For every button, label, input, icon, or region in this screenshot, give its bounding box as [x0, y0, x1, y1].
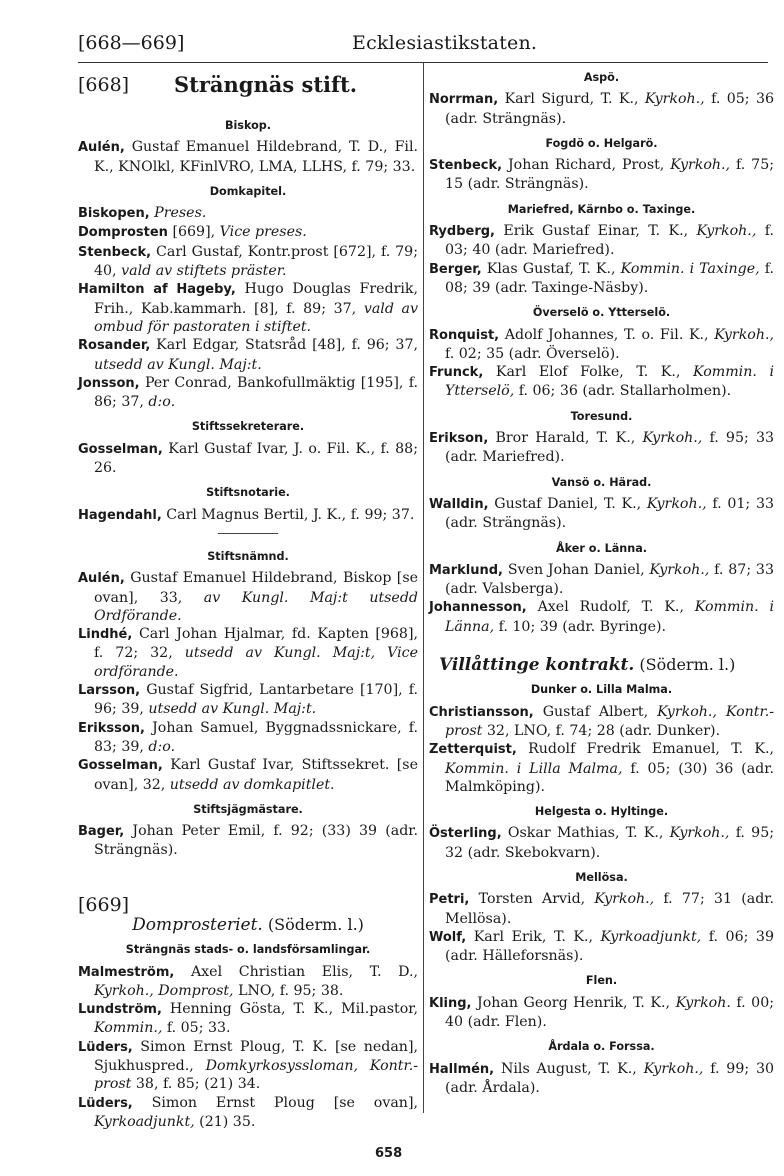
section-669-title: Domprosteriet. (Söderm. l.) [132, 914, 364, 935]
subheading-aspo: Aspö. [583, 71, 620, 84]
subheading-biskop: Biskop. [224, 119, 272, 132]
entry-malmestrom: Malmeström, Axel Christian Elis, T. D., Kyrkoh., Domprost, LNO, f. 95; 38. [78, 963, 418, 999]
subheading-dunker: Dunker o. Lilla Malma. [530, 683, 673, 697]
entry-gosselman-namnd: Gosselman, Karl Gustaf Ivar, Stiftssekret. [se ovan], 32, utsedd av domkapitlet. [78, 757, 418, 793]
entry-hamilton: Hamilton af Hageby, Hugo Douglas Fredrik, Frih., Kab.kammarh. [8], f. 89; 37, vald av ombud för pastoraten i stiftet. [78, 281, 418, 335]
subheading-overselo: Överselö o. Ytterselö. [532, 306, 671, 320]
section-divider [218, 533, 278, 534]
subheading-helgesta: Helgesta o. Hyltinge. [534, 805, 669, 819]
entry-biskopen: Biskopen, Preses. [78, 205, 207, 222]
entry-eriksson: Eriksson, Johan Samuel, Byggnadssnickare, f. 83; 39, d:o. [78, 719, 418, 755]
subheading-strangnas: Strängnäs stads- o. landsförsamlingar. [125, 943, 371, 957]
entry-stenbeck-johan: Stenbeck, Johan Richard, Prost, Kyrkoh., f. 75; 15 (adr. Strängnäs). [429, 157, 774, 193]
entry-walldin: Walldin, Gustaf Daniel, T. K., Kyrkoh., f. 01; 33 (adr. Strängnäs). [429, 495, 775, 532]
running-title: Ecklesiastikstaten. [352, 32, 538, 54]
entry-domprosten: Domprosten [669], Vice preses. [78, 224, 307, 241]
entry-ronquist: Ronquist, Adolf Johannes, T. o. Fil. K., Kyrkoh., f. 02; 35 (adr. Överselö). [429, 326, 775, 362]
column-divider [423, 63, 424, 1113]
left-column [78, 66, 418, 1131]
entry-frunck: Frunck, Karl Elof Folke, T. K., Kommin. i Ytterselö, f. 06; 36 (adr. Stallarholmen). [429, 364, 774, 400]
villattinge-kontrakt-heading: Villåttinge kontrakt. (Söderm. l.) [439, 655, 736, 676]
subheading-flen: Flen. [585, 974, 618, 988]
entry-luders-1: Lüders, Simon Ernst Ploug, T. K. [se nedan], Sjukhuspred., Domkyrkosyssloman, Kontr.-prost 38, f. 85; (21) 34. [78, 1038, 419, 1093]
entry-rydberg: Rydberg, Erik Gustaf Einar, T. K., Kyrkoh., f. 03; 40 (adr. Mariefred). [429, 223, 775, 259]
entry-gosselman: Gosselman, Karl Gustaf Ivar, J. o. Fil. K., f. 88; 26. [78, 440, 418, 477]
entry-aulen-namnd: Aulén, Gustaf Emanuel Hildebrand, Biskop [se ovan], 33, av Kungl. Maj:t utsedd Ordförande. [78, 570, 418, 624]
section-title: Strängnäs stift. [174, 72, 358, 97]
entry-rosander: Rosander, Karl Edgar, Statsråd [48], f. 96; 37, utsedd av Kungl. Maj:t. [78, 337, 418, 373]
entry-bager: Bager, Johan Peter Emil, f. 92; (33) 39 (adr. Strängnäs). [78, 823, 419, 859]
entry-osterling: Österling, Oskar Mathias, T. K., Kyrkoh., f. 95; 32 (adr. Skebokvarn). [429, 825, 774, 861]
entry-jonsson: Jonsson, Per Conrad, Bankofullmäktig [195], f. 86; 37, d:o. [78, 374, 418, 411]
entry-lindhe: Lindhé, Carl Johan Hjalmar, fd. Kapten [968], f. 72; 32, utsedd av Kungl. Maj:t, Vice ordförande. [78, 626, 419, 680]
entry-wolf: Wolf, Karl Erik, T. K., Kyrkoadjunkt, f. 06; 39 (adr. Hälleforsnäs). [429, 928, 774, 965]
subheading-vanso: Vansö o. Härad. [551, 475, 652, 489]
entry-luders-2: Lüders, Simon Ernst Ploug [se ovan], Kyrkoadjunkt, (21) 35. [78, 1094, 418, 1130]
entry-lundstrom: Lundström, Henning Gösta, T. K., Mil.pastor, Kommin., f. 05; 33. [78, 1001, 418, 1037]
section-668-heading [78, 66, 418, 110]
entry-johannesson: Johannesson, Axel Rudolf, T. K., Kommin. i Länna, f. 10; 39 (adr. Byringe). [429, 599, 774, 635]
entry-marklund: Marklund, Sven Johan Daniel, Kyrkoh., f. 87; 33 (adr. Valsberga). [429, 561, 774, 598]
entry-kling: Kling, Johan Georg Henrik, T. K., Kyrkoh. f. 00; 40 (adr. Flen). [429, 994, 774, 1031]
section-669-number: [669] [78, 893, 130, 916]
subheading-toresund: Toresund. [570, 409, 633, 423]
entry-norrman: Norrman, Karl Sigurd, T. K., Kyrkoh., f. 05; 36 (adr. Strängnäs). [429, 91, 775, 127]
subheading-aker: Åker o. Länna. [555, 541, 648, 555]
subheading-stiftsnotarie: Stiftsnotarie. [206, 486, 290, 500]
page-number: 658 [375, 1146, 403, 1161]
entry-larsson: Larsson, Gustaf Sigfrid, Lantarbetare [170], f. 96; 39, utsedd av Kungl. Maj:t. [78, 682, 418, 718]
subheading-stiftsjagmastare: Stiftsjägmästare. [193, 802, 303, 816]
entry-hagendahl: Hagendahl, Carl Magnus Bertil, J. K., f. 99; 37. [78, 506, 415, 523]
entry-petri: Petri, Torsten Arvid, Kyrkoh., f. 77; 31 (adr. Mellösa). [429, 891, 775, 927]
entry-berger: Berger, Klas Gustaf, T. K., Kommin. i Taxinge, f. 08; 39 (adr. Taxinge-Näsby). [429, 260, 775, 296]
entry-aulen: Aulén, Gustaf Emanuel Hildebrand, T. D., Fil. K., KNOlkl, KFinlVRO, LMA, LLHS, f. 79; 33. [78, 139, 418, 175]
section-number: [668] [78, 74, 130, 96]
subheading-ardala: Årdala o. Forssa. [548, 1040, 655, 1054]
page-range-header: [668—669] [78, 32, 185, 54]
entry-christiansson: Christiansson, Gustaf Albert, Kyrkoh., Kontr.-prost 32, LNO, f. 74; 28 (adr. Dunker). [429, 703, 775, 739]
subheading-domkapitel: Domkapitel. [209, 184, 287, 198]
entry-zetterquist: Zetterquist, Rudolf Fredrik Emanuel, T. K., Kommin. i Lilla Malma, f. 05; (30) 36 (adr. Malmköping). [429, 741, 774, 795]
entry-hallmen: Hallmén, Nils August, T. K., Kyrkoh., f. 99; 30 (adr. Årdala). [429, 1060, 775, 1096]
entry-stenbeck: Stenbeck, Carl Gustaf, Kontr.prost [672], f. 79; 40, vald av stiftets präster. [78, 243, 418, 280]
right-column [429, 66, 774, 1097]
subheading-stiftsnamnd: Stiftsnämnd. [207, 549, 289, 563]
subheading-stiftssekreterare: Stiftssekreterare. [191, 420, 305, 434]
subheading-fogdo: Fogdö o. Helgarö. [545, 136, 658, 150]
entry-erikson: Erikson, Bror Harald, T. K., Kyrkoh., f. 95; 33 (adr. Mariefred). [429, 430, 775, 466]
subheading-mariefred: Mariefred, Kärnbo o. Taxinge. [507, 202, 696, 216]
subheading-mellosa: Mellösa. [575, 870, 628, 884]
